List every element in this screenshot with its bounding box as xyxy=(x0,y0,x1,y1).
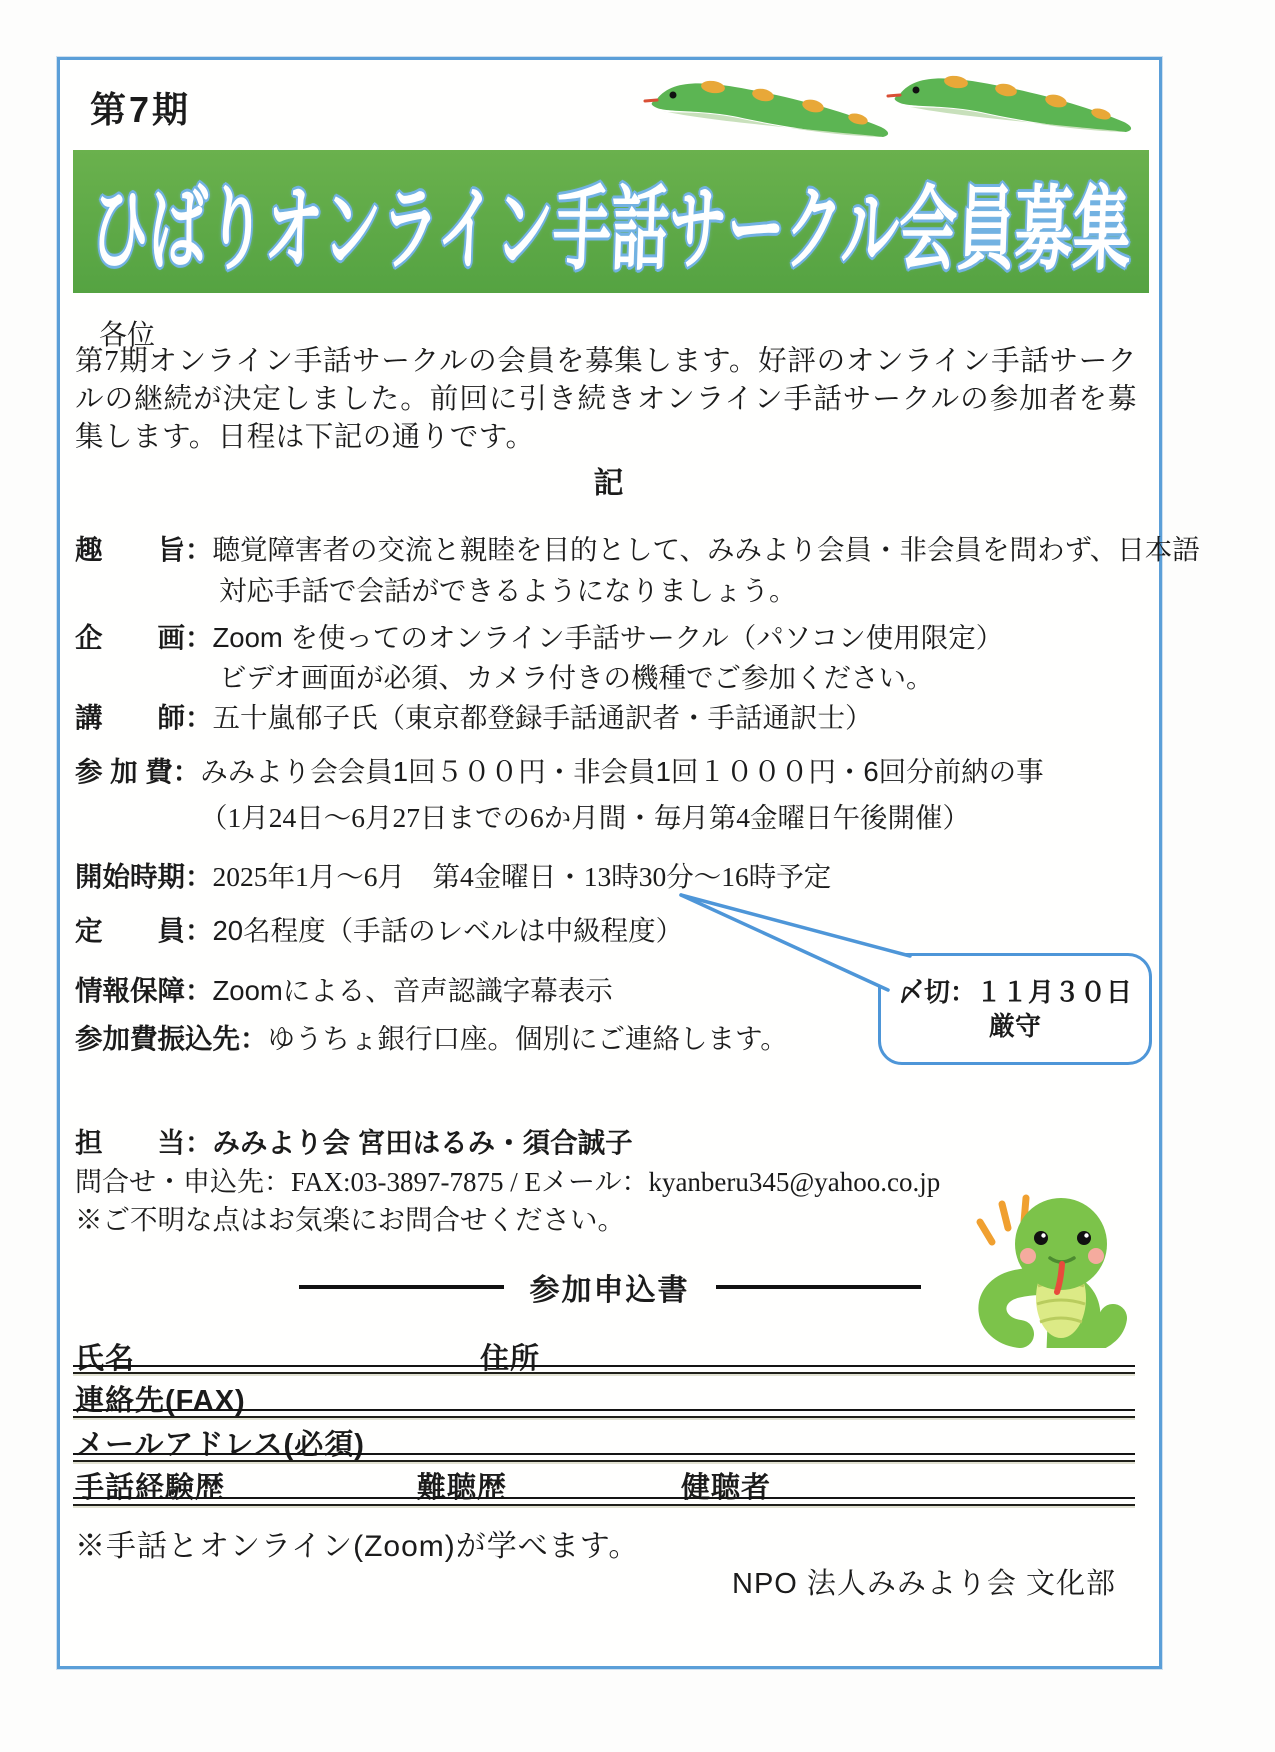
detail-row-accessibility: 情報保障：Zoomによる、音声認識字幕表示 xyxy=(75,975,613,1006)
field-label-hearing-loss: 難聴歴 xyxy=(417,1472,508,1504)
deadline-strict: 厳守 xyxy=(988,1011,1041,1041)
detail-row-payment: 参加費振込先：ゆうちょ銀行口座。個別にご連絡します。 xyxy=(75,1023,788,1054)
title-banner xyxy=(73,150,1149,293)
detail-row-lecturer: 講 師：五十嵐郁子氏（東京都登録手話通訳者・手話通訳士） xyxy=(75,702,873,733)
field-label-experience: 手話経験歴 xyxy=(75,1472,226,1504)
field-label-name: 氏名 xyxy=(75,1343,136,1375)
detail-row-plan: 企 画：Zoom を使ってのオンライン手話サークル（パソコン使用限定） xyxy=(75,622,1004,653)
detail-row-purpose-cont: 対応手話で会話ができるようになりましょう。 xyxy=(219,575,797,606)
form-line-email xyxy=(73,1453,1135,1462)
term-heading: 第7期 xyxy=(90,89,192,130)
contact-note: ※ご不明な点はお気楽にお問合せください。 xyxy=(75,1204,625,1235)
callout-pointer xyxy=(658,880,948,1015)
snake-icon xyxy=(643,73,901,143)
deadline-text: 〆切：１１月３０日 xyxy=(897,977,1132,1007)
detail-row-plan-cont: ビデオ画面が必須、カメラ付きの機種でご参加ください。 xyxy=(219,662,934,693)
detail-row-capacity: 定 員：20名程度（手話のレベルは中級程度） xyxy=(75,915,684,946)
intro-paragraph: 第7期オンライン手話サークルの会員を募集します。好評のオンライン手話サークルの継続が決定しました。前回に引き続きオンライン手話サークルの参加者を募集します。日程は下記の通りです。 xyxy=(75,346,1137,453)
snake-icon xyxy=(886,68,1144,138)
record-mark: 記 xyxy=(593,467,626,500)
header-rule-right xyxy=(716,1285,921,1289)
field-label-hearing: 健聴者 xyxy=(681,1472,772,1504)
detail-row-purpose: 趣 旨：聴覚障害者の交流と親睦を目的として、みみより会員・非会員を問わず、日本語 xyxy=(75,534,1200,565)
detail-row-fee-cont: （1月24日～6月27日までの6か月間・毎月第4金曜日午後開催） xyxy=(200,802,970,833)
field-label-fax: 連絡先(FAX) xyxy=(75,1385,246,1417)
detail-row-start: 開始時期：2025年1月～6月 第4金曜日・13時30分～16時予定 xyxy=(75,861,832,892)
page-title: ひばりオンライン手話サークル会員募集 xyxy=(89,178,1133,281)
header-rule-left xyxy=(299,1285,504,1289)
flyer-page xyxy=(57,57,1200,1669)
form-line-experience xyxy=(73,1497,1135,1506)
organization-footer: NPO 法人みみより会 文化部 xyxy=(732,1568,1116,1600)
field-label-address: 住所 xyxy=(480,1343,541,1375)
snake-mascot-icon xyxy=(958,1186,1130,1348)
form-line-fax xyxy=(73,1409,1135,1418)
contact-inquiry: 問合せ・申込先：FAX:03-3897-7875 / Eメール：kyanberu345@yahoo.co.jp xyxy=(75,1167,941,1197)
application-form-title: 参加申込書 xyxy=(529,1274,690,1307)
form-note: ※手話とオンライン(Zoom)が学べます。 xyxy=(75,1530,640,1563)
field-label-email: メールアドレス(必須) xyxy=(75,1429,365,1461)
contact-staff: 担 当：みみより会 宮田はるみ・須合誠子 xyxy=(75,1127,633,1158)
detail-row-fee: 参 加 費：みみより会会員1回５００円・非会員1回１０００円・6回分前納の事 xyxy=(75,756,1044,787)
salutation: 各位 xyxy=(99,320,156,351)
form-line-name xyxy=(73,1365,1135,1374)
